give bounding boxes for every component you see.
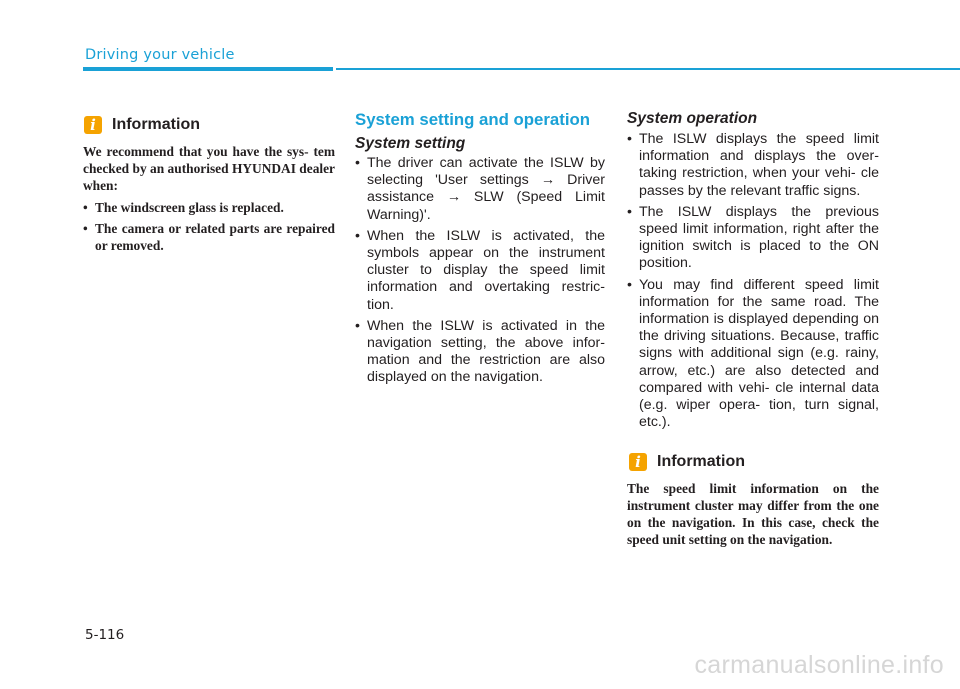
- list-item: • The windscreen glass is replaced.: [83, 199, 335, 216]
- list-item: • The driver can activate the ISLW by selecting 'User settings → Driver assistance → SLW (Speed Limit Warning)'.: [355, 155, 605, 224]
- subsection-title: System operation: [627, 110, 758, 127]
- info-title: Information: [112, 116, 200, 133]
- info-body: [83, 143, 335, 258]
- info-icon: i: [84, 116, 102, 134]
- header-rule-thin: [336, 68, 960, 70]
- section-header-title: Driving your vehicle: [85, 47, 235, 63]
- list-item: • The ISLW displays the speed limit information and displays the over- taking restriction, when your vehi- cle passes by the relevant traffic signs.: [627, 131, 879, 200]
- subsection-title: System setting: [355, 135, 466, 152]
- info-heading: [84, 116, 200, 134]
- info-text: The speed limit information on the instrument cluster may differ from the one on the navigation. In this case, check the speed unit setting on the navigation.: [627, 481, 879, 547]
- list-item: • You may find different speed limit information for the same road. The information is displayed depending on the driving situations. Because, traffic signs with additional sign (e.g. rainy, arrow, etc.) are also detected and compared with vehi- cle internal data (e.g. wiper opera- tion, turn signal, etc.).: [627, 277, 879, 432]
- watermark: carmanualsonline.info: [694, 651, 944, 679]
- info-bullet-list: [83, 199, 335, 254]
- list-item: • The camera or related parts are repaired or removed.: [83, 220, 335, 254]
- info-heading: [629, 453, 745, 471]
- setting-bullet-list: [355, 155, 605, 391]
- operation-bullet-list: [627, 131, 879, 435]
- list-item: • When the ISLW is activated, the symbols appear on the instrument cluster to display the speed limit information and overtaking restric- tion.: [355, 228, 605, 314]
- page-number: 5-116: [85, 627, 125, 643]
- list-item: • When the ISLW is activated in the navigation setting, the above infor- mation and the restriction are also displayed on the navigation.: [355, 318, 605, 387]
- list-item: • The ISLW displays the previous speed limit information, right after the ignition switch is placed to the ON position.: [627, 204, 879, 273]
- header-rule-thick: [83, 67, 333, 71]
- info-intro: We recommend that you have the sys- tem checked by an authorised HYUNDAI dealer when:: [83, 144, 335, 193]
- section-title: System setting and operation: [355, 110, 590, 129]
- header-rule: [83, 67, 960, 71]
- info-title: Information: [657, 453, 745, 470]
- info-icon: i: [629, 453, 647, 471]
